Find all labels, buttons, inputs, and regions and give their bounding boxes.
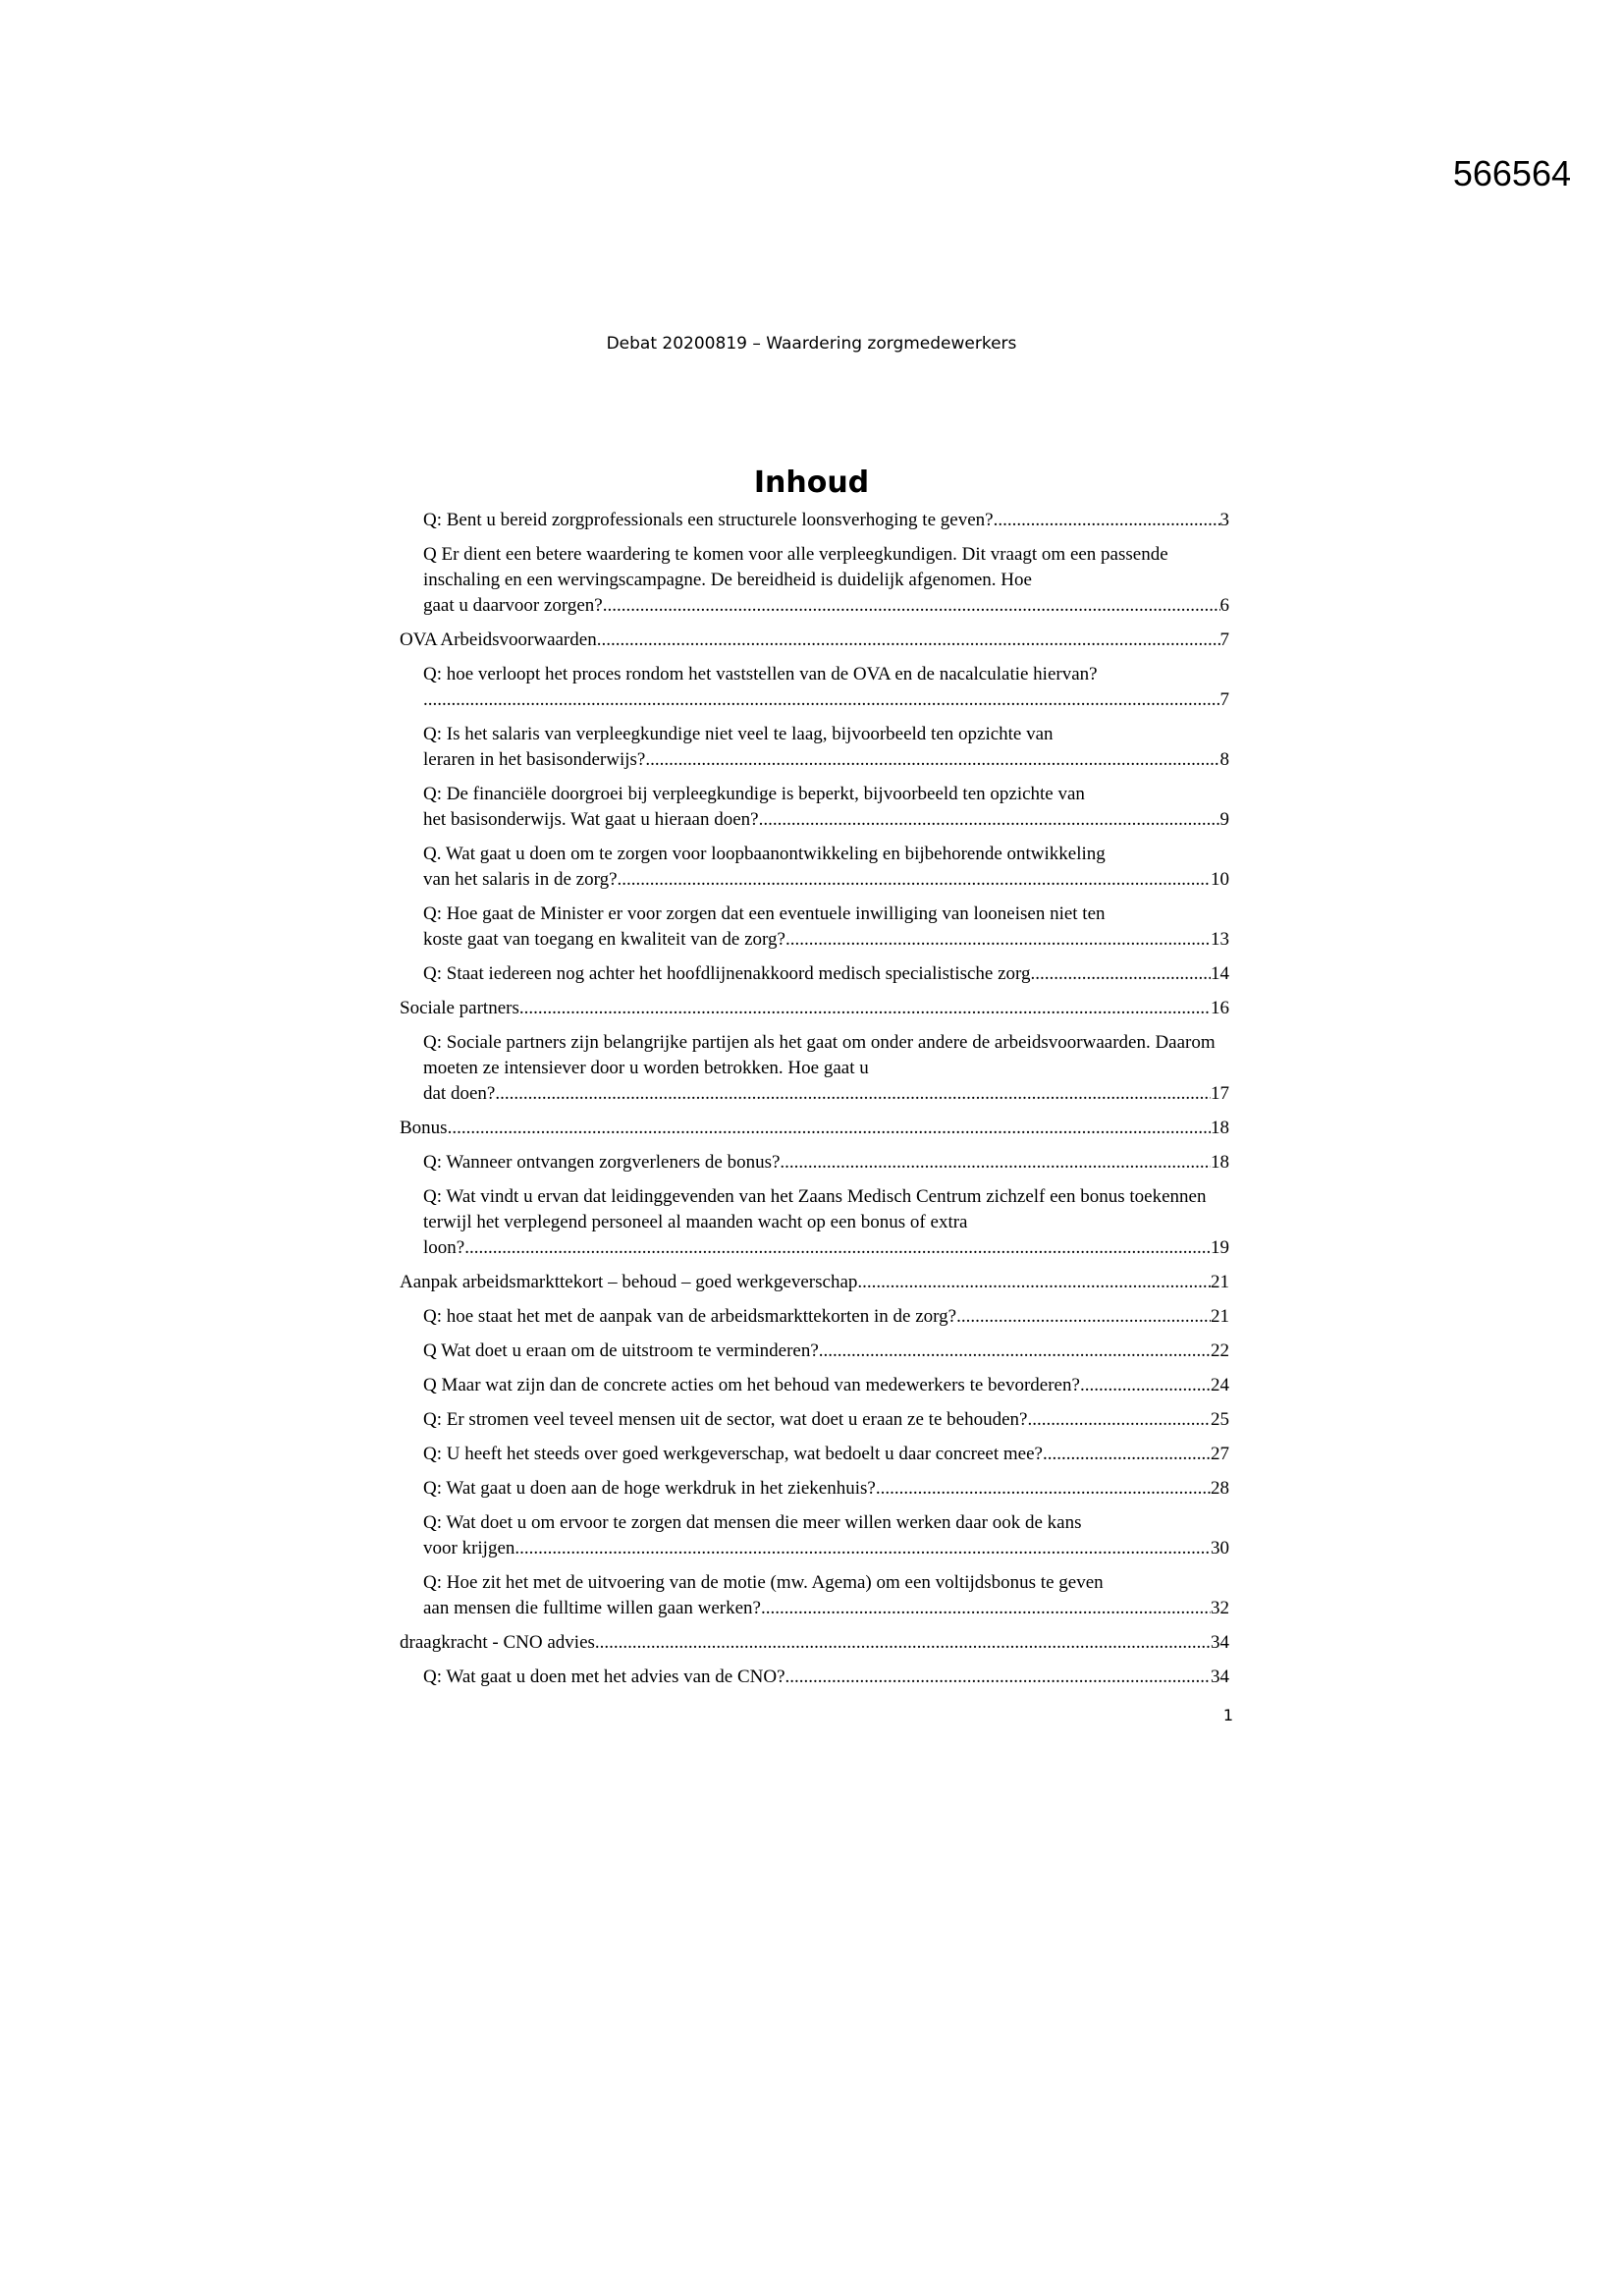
toc-entry-page: 24	[1211, 1375, 1229, 1395]
toc-entry-line	[423, 1339, 1229, 1364]
toc-leader-dots	[514, 1536, 1211, 1561]
toc-entry-page: 14	[1211, 963, 1229, 984]
toc-entry-line	[423, 1476, 1229, 1502]
toc-leader-dots	[495, 1081, 1211, 1107]
toc-entry[interactable]	[400, 1665, 1229, 1690]
toc-entry-page: 8	[1219, 749, 1229, 770]
toc-entry[interactable]	[400, 1570, 1229, 1621]
toc-entry-line	[423, 747, 1229, 773]
toc-entry-title: leraren in het basisonderwijs?	[423, 749, 646, 770]
toc-entry-title: Bonus	[400, 1118, 448, 1138]
toc-entry-title: draagkracht - CNO advies	[400, 1632, 595, 1653]
toc-entry[interactable]	[400, 1442, 1229, 1467]
toc-entry-line	[423, 927, 1229, 953]
toc-entry-page: 6	[1219, 595, 1229, 616]
toc-entry-page: 27	[1211, 1444, 1229, 1464]
toc-leader-dots	[423, 687, 1220, 713]
toc-entry[interactable]	[400, 1630, 1229, 1656]
toc-leader-dots	[597, 628, 1220, 653]
toc-entry-line	[400, 996, 1229, 1021]
toc-entry-line	[423, 1596, 1229, 1621]
toc-entry-line	[400, 1270, 1229, 1295]
toc-entry-page: 9	[1219, 809, 1229, 830]
toc-entry-page: 10	[1211, 869, 1229, 890]
toc-entry-line	[423, 1081, 1229, 1107]
toc-entry-page: 7	[1219, 689, 1229, 710]
toc-leader-dots	[785, 927, 1211, 953]
toc-entry-page: 22	[1211, 1340, 1229, 1361]
toc-title: Inhoud	[753, 465, 870, 500]
toc-entry-title: Q: Bent u bereid zorgprofessionals een structurele loonsverhoging te geven?	[423, 510, 994, 530]
document-id: 566564	[1452, 153, 1571, 193]
toc-entry-text: Q: Wat vindt u ervan dat leidinggevenden van het Zaans Medisch Centrum zichzelf een bonus toekennen terwijl het verplegend personeel al maanden wacht op een bonus of extra	[423, 1186, 1207, 1232]
toc-entry-page: 34	[1211, 1632, 1229, 1653]
toc-entry-line	[423, 1150, 1229, 1175]
toc-entry-page: 17	[1211, 1083, 1229, 1104]
toc-entry-line	[423, 687, 1229, 713]
toc-entry-line	[423, 1373, 1229, 1398]
toc-entry[interactable]	[400, 1116, 1229, 1141]
toc-entry-title: loon?	[423, 1237, 465, 1258]
toc-entry-page: 7	[1219, 629, 1229, 650]
toc-entry-text: Q: Is het salaris van verpleegkundige niet veel te laag, bijvoorbeeld ten opzichte van	[423, 724, 1054, 744]
toc-entry-title: aan mensen die fulltime willen gaan werken?	[423, 1598, 761, 1618]
toc-entry[interactable]	[400, 782, 1229, 833]
toc-entry-title: Q: Wat gaat u doen aan de hoge werkdruk in het ziekenhuis?	[423, 1478, 876, 1499]
toc-entry-title: Q: Wat gaat u doen met het advies van de CNO?	[423, 1667, 785, 1687]
toc-entry[interactable]	[400, 1150, 1229, 1175]
toc-leader-dots	[448, 1116, 1211, 1141]
toc-leader-dots	[876, 1476, 1211, 1502]
toc-leader-dots	[780, 1150, 1211, 1175]
toc-entry-title: voor krijgen	[423, 1538, 515, 1558]
toc-entry[interactable]	[400, 508, 1229, 533]
toc-entry-page: 28	[1211, 1478, 1229, 1499]
toc-entry[interactable]	[400, 1339, 1229, 1364]
toc-entry[interactable]	[400, 1407, 1229, 1433]
toc-entry-page: 16	[1211, 998, 1229, 1018]
toc-entry-line	[423, 867, 1229, 893]
toc-entry-title: Sociale partners	[400, 998, 519, 1018]
toc-entry-text: Q: Sociale partners zijn belangrijke partijen als het gaat om onder andere de arbeidsvoorwaarden. Daarom moeten ze intensiever door u worden betrokken. Hoe gaat u	[423, 1032, 1216, 1078]
toc-entry[interactable]	[400, 1030, 1229, 1107]
toc-leader-dots	[519, 996, 1211, 1021]
toc-entry-line	[400, 628, 1229, 653]
toc-entry-title: het basisonderwijs. Wat gaat u hieraan doen?	[423, 809, 759, 830]
toc-entry-line	[400, 1630, 1229, 1656]
toc-leader-dots	[761, 1596, 1211, 1621]
toc-entry[interactable]	[400, 961, 1229, 987]
toc-entry-line	[423, 807, 1229, 833]
page-number: 1	[1222, 1706, 1233, 1724]
toc-leader-dots	[1080, 1373, 1211, 1398]
toc-entry-page: 19	[1211, 1237, 1229, 1258]
toc-entry-page: 21	[1211, 1272, 1229, 1292]
toc-entry[interactable]	[400, 662, 1229, 713]
toc-entry[interactable]	[400, 542, 1229, 619]
toc-entry-text: Q: De financiële doorgroei bij verpleegkundige is beperkt, bijvoorbeeld ten opzichte van	[423, 784, 1085, 804]
toc-entry-page: 25	[1211, 1409, 1229, 1430]
toc-entry-title: Q: Er stromen veel teveel mensen uit de sector, wat doet u eraan ze te behouden?	[423, 1409, 1028, 1430]
toc-entry-page: 3	[1219, 510, 1229, 530]
toc-entry-line	[423, 961, 1229, 987]
toc-leader-dots	[956, 1304, 1211, 1330]
toc-leader-dots	[464, 1235, 1211, 1261]
toc-leader-dots	[1043, 1442, 1211, 1467]
toc-entry-title: Q: Wanneer ontvangen zorgverleners de bonus?	[423, 1152, 781, 1173]
toc-leader-dots	[759, 807, 1220, 833]
toc-entry[interactable]	[400, 628, 1229, 653]
toc-entry[interactable]	[400, 1510, 1229, 1561]
toc-entry-title: Q Maar wat zijn dan de concrete acties om het behoud van medewerkers te bevorderen?	[423, 1375, 1080, 1395]
toc-entry-page: 18	[1211, 1152, 1229, 1173]
toc-entry-text: Q: Hoe zit het met de uitvoering van de motie (mw. Agema) om een voltijdsbonus te geven	[423, 1572, 1104, 1593]
toc-leader-dots	[1027, 1407, 1211, 1433]
toc-entry-title: OVA Arbeidsvoorwaarden	[400, 629, 597, 650]
toc-entry[interactable]	[400, 996, 1229, 1021]
toc-leader-dots	[645, 747, 1219, 773]
toc-entry-line	[400, 1116, 1229, 1141]
page-header: Debat 20200819 – Waardering zorgmedewerkers	[606, 334, 1017, 354]
toc-entry[interactable]	[400, 1270, 1229, 1295]
toc-entry-line	[423, 1235, 1229, 1261]
toc-entry-line	[423, 508, 1229, 533]
toc-entry[interactable]	[400, 1373, 1229, 1398]
toc-entry-title: dat doen?	[423, 1083, 496, 1104]
toc-leader-dots	[618, 867, 1212, 893]
toc-entry[interactable]	[400, 842, 1229, 893]
toc-entry-page: 18	[1211, 1118, 1229, 1138]
toc-entry-title: Aanpak arbeidsmarkttekort – behoud – goed werkgeverschap	[400, 1272, 858, 1292]
toc-leader-dots	[595, 1630, 1211, 1656]
toc-entry-page: 21	[1211, 1306, 1229, 1327]
toc-leader-dots	[785, 1665, 1211, 1690]
toc-entry-title: Q Wat doet u eraan om de uitstroom te verminderen?	[423, 1340, 819, 1361]
toc-entry-line	[423, 593, 1229, 619]
toc-entry-page: 32	[1211, 1598, 1229, 1618]
toc-entry[interactable]	[400, 902, 1229, 953]
toc-entry-line	[423, 1442, 1229, 1467]
toc-leader-dots	[603, 593, 1220, 619]
toc-leader-dots	[1031, 961, 1211, 987]
table-of-contents	[400, 508, 1229, 1699]
toc-entry-title: koste gaat van toegang en kwaliteit van de zorg?	[423, 929, 785, 950]
toc-entry-text: Q: Hoe gaat de Minister er voor zorgen dat een eventuele inwilliging van looneisen niet ten	[423, 903, 1106, 924]
toc-entry-title: Q: U heeft het steeds over goed werkgeverschap, wat bedoelt u daar concreet mee?	[423, 1444, 1043, 1464]
toc-entry-text: Q Er dient een betere waardering te komen voor alle verpleegkundigen. Dit vraagt om een passende inschaling en een wervingscampagne. De bereidheid is duidelijk afgenomen. Hoe	[423, 544, 1168, 590]
toc-entry-title: van het salaris in de zorg?	[423, 869, 618, 890]
toc-leader-dots	[819, 1339, 1211, 1364]
toc-entry-page: 13	[1211, 929, 1229, 950]
toc-entry[interactable]	[400, 1304, 1229, 1330]
toc-leader-dots	[994, 508, 1220, 533]
toc-entry[interactable]	[400, 722, 1229, 773]
toc-entry[interactable]	[400, 1476, 1229, 1502]
toc-entry[interactable]	[400, 1184, 1229, 1261]
toc-entry-line	[423, 1304, 1229, 1330]
toc-entry-title: gaat u daarvoor zorgen?	[423, 595, 603, 616]
toc-entry-title: Q: Staat iedereen nog achter het hoofdlijnenakkoord medisch specialistische zorg	[423, 963, 1031, 984]
toc-entry-line	[423, 1407, 1229, 1433]
toc-entry-text: Q. Wat gaat u doen om te zorgen voor loopbaanontwikkeling en bijbehorende ontwikkeling	[423, 844, 1106, 864]
toc-entry-page: 34	[1211, 1667, 1229, 1687]
toc-entry-title: Q: hoe staat het met de aanpak van de arbeidsmarkttekorten in de zorg?	[423, 1306, 957, 1327]
toc-entry-text: Q: hoe verloopt het proces rondom het vaststellen van de OVA en de nacalculatie hiervan?	[423, 664, 1098, 684]
toc-entry-line	[423, 1665, 1229, 1690]
toc-leader-dots	[857, 1270, 1211, 1295]
toc-entry-line	[423, 1536, 1229, 1561]
toc-entry-text: Q: Wat doet u om ervoor te zorgen dat mensen die meer willen werken daar ook de kans	[423, 1512, 1082, 1533]
toc-entry-page: 30	[1211, 1538, 1229, 1558]
